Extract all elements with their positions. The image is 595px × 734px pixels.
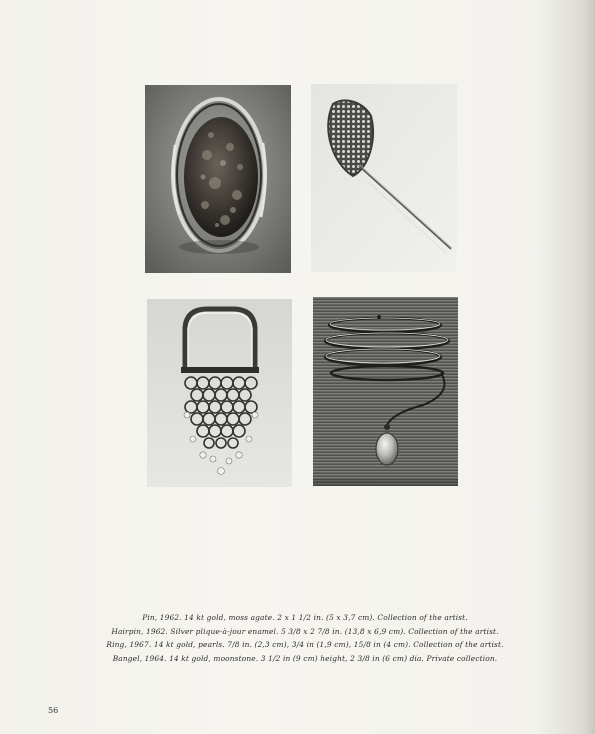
caption-ring: Ring, 1967. 14 kt gold, pearls. 7/8 in. (2,3 cm), 3/4 in (1,9 cm), 15/8 in (4 cm). Collection of the artist. xyxy=(106,640,504,649)
caption-pin: Pin, 1962. 14 kt gold, moss agate. 2 x 1 1/2 in. (5 x 3,7 cm). Collection of the artist. xyxy=(142,613,468,622)
caption-bangle: Bangel, 1964. 14 kt gold, moonstone. 3 1/2 in (9 cm) height, 2 3/8 in (6 cm) dia. Private collection. xyxy=(112,653,498,663)
caption-hairpin: Hairpin, 1962. Silver plique-à-jour enamel. 5 3/8 x 2 7/8 in. (13,8 x 6,9 cm). Collection of the artist. xyxy=(111,626,499,636)
photo-pin-moss-agate xyxy=(145,85,291,273)
page-number: 56 xyxy=(48,706,59,715)
photo-hairpin-enamel xyxy=(311,84,457,272)
photo-bangle-moonstone xyxy=(313,297,458,486)
caption-block xyxy=(60,611,550,665)
photo-ring-pearls xyxy=(147,299,292,487)
